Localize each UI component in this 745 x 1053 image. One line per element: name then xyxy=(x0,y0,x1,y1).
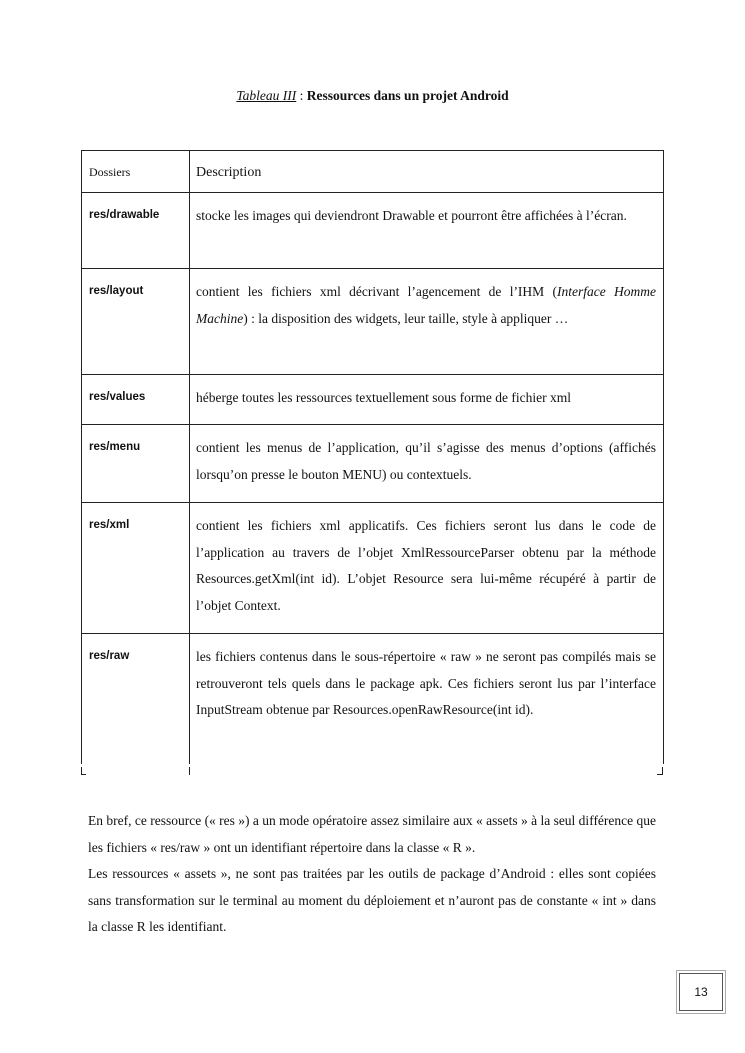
table-row xyxy=(82,193,664,269)
description-italic: Interface Homme Machine xyxy=(196,284,656,326)
table-row xyxy=(82,425,664,503)
folder-cell: res/layout xyxy=(82,269,190,375)
resources-table xyxy=(81,150,664,764)
table-corner-mark xyxy=(81,774,86,775)
description-text: contient les fichiers xml décrivant l’agencement de l’IHM ( xyxy=(196,284,557,299)
folder-cell: res/raw xyxy=(82,634,190,765)
folder-cell: res/values xyxy=(82,375,190,425)
caption-label: Tableau III xyxy=(236,88,297,103)
table-row xyxy=(82,634,664,765)
description-cell: stocke les images qui deviendront Drawable et pourront être affichées à l’écran. xyxy=(190,193,664,269)
folder-cell: res/xml xyxy=(82,503,190,634)
description-cell: contient les menus de l’application, qu’il s’agisse des menus d’options (affichés lorsqu’on presse le bouton MENU) ou contextuels. xyxy=(190,425,664,503)
caption-separator: : xyxy=(296,88,307,103)
folder-cell: res/menu xyxy=(82,425,190,503)
table-corner-mark xyxy=(657,774,662,775)
table-row xyxy=(82,503,664,634)
page-number: 13 xyxy=(679,973,723,1011)
table-corner-mark xyxy=(662,767,663,775)
table-row xyxy=(82,269,664,375)
description-cell xyxy=(190,269,664,375)
description-cell: héberge toutes les ressources textuellement sous forme de fichier xml xyxy=(190,375,664,425)
description-text: ) : la disposition des widgets, leur taille, style à appliquer … xyxy=(243,310,569,326)
table-caption xyxy=(0,88,745,104)
header-folders: Dossiers xyxy=(82,151,190,193)
body-paragraph: Les ressources « assets », ne sont pas traitées par les outils de package d’Android : elles sont copiées sans transformation sur le terminal au moment du déploiement et n’auront pas de constante « int » dans la classe R les identifiant. xyxy=(88,866,656,934)
table-row xyxy=(82,375,664,425)
table-header-row xyxy=(82,151,664,193)
description-cell: contient les fichiers xml applicatifs. Ces fichiers seront lus dans le code de l’application au travers de l’objet XmlRessourceParser obtenu par la méthode Resources.getXml(int id). L’objet Resource sera lui-même récupéré à partir de l’objet Context. xyxy=(190,503,664,634)
table-corner-mark xyxy=(189,767,190,775)
header-description: Description xyxy=(190,151,664,193)
body-paragraph: En bref, ce ressource (« res ») a un mode opératoire assez similaire aux « assets » à la seul différence que les fichiers « res/raw » ont un identifiant répertoire dans la classe « R ». xyxy=(88,813,657,855)
description-cell: les fichiers contenus dans le sous-répertoire « raw » ne seront pas compilés mais se retrouveront tels quels dans le package apk. Ces fichiers seront lus par l’interface InputStream obtenue par Resources.openRawResource(int id). xyxy=(190,634,664,765)
caption-title: Ressources dans un projet Android xyxy=(306,88,509,103)
folder-cell: res/drawable xyxy=(82,193,190,269)
